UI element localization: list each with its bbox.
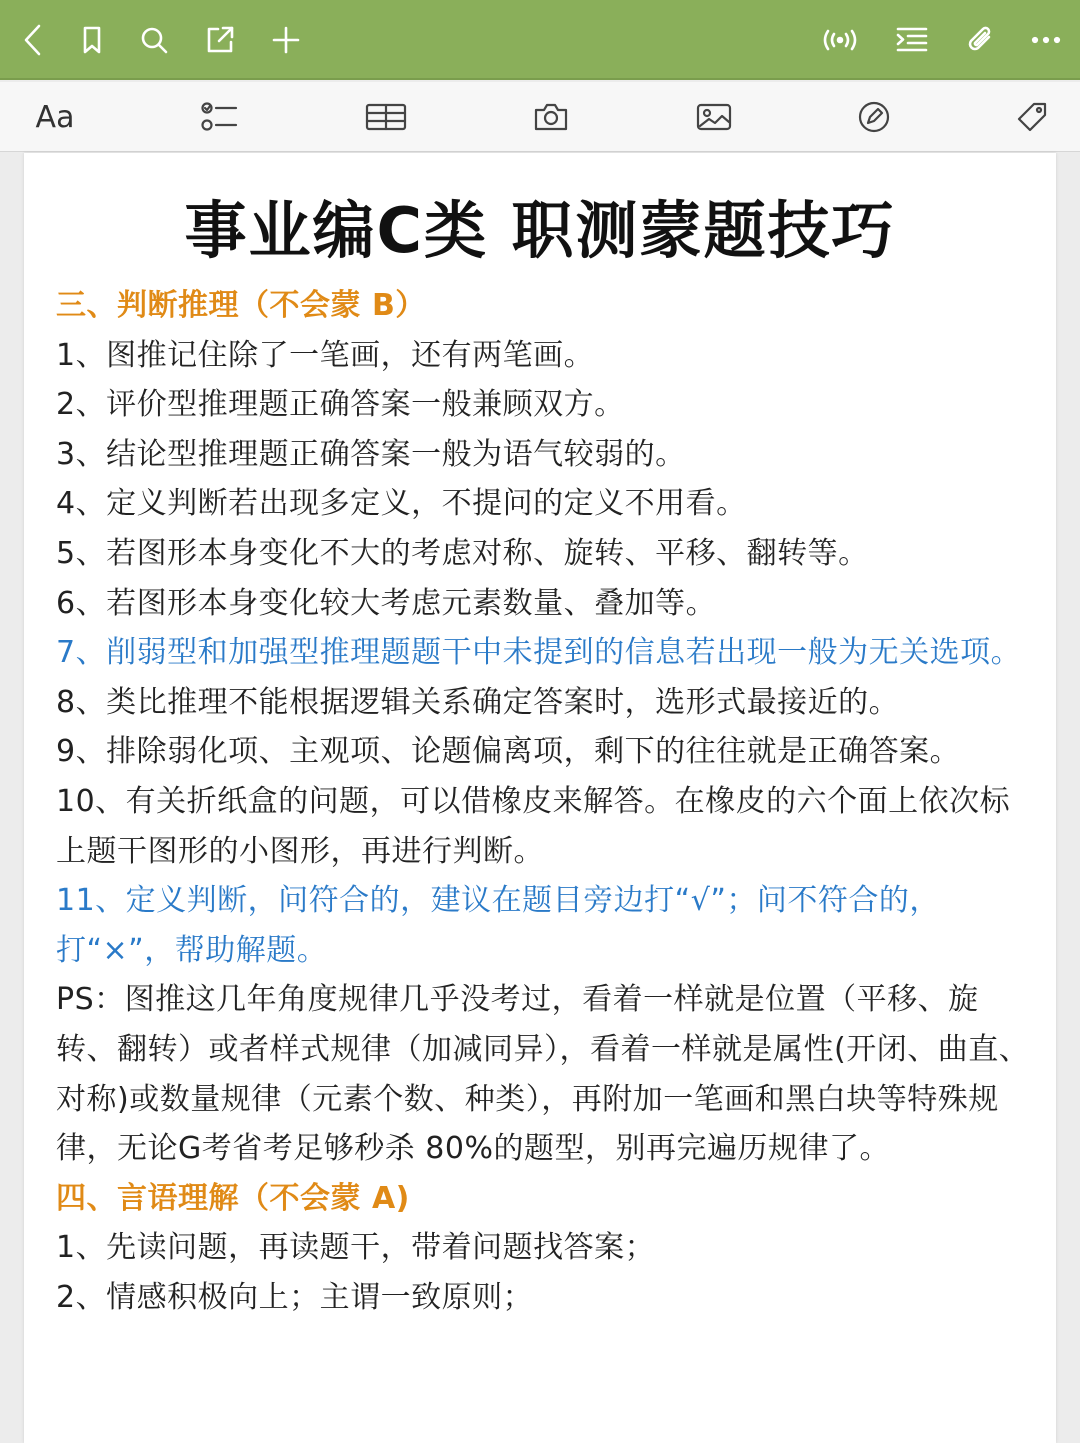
note-line: 4、定义判断若出现多定义，不提问的定义不用看。 [56,486,747,522]
note-title: 事业编C类 职测蒙题技巧 [184,194,896,267]
back-chevron-icon[interactable] [12,18,56,62]
pen-markup-icon[interactable] [844,94,904,140]
text-format-label: Aa [35,99,75,135]
table-icon[interactable] [356,94,416,140]
more-icon[interactable] [1024,18,1068,62]
note-line: 10、有关折纸盒的问题，可以借橡皮来解答。在橡皮的六个面上依次标上题干图形的小图形，再进行判断。 [56,783,1011,869]
audio-broadcast-icon[interactable] [818,18,862,62]
paperclip-icon[interactable] [958,18,1002,62]
outline-list-icon[interactable] [890,18,934,62]
note-body[interactable] [56,281,1036,1322]
note-line: 1、先读问题，再读题干，带着问题找答案； [56,1230,656,1266]
section-heading: 三、判断推理（不会蒙 B） [56,288,426,323]
bookmark-icon[interactable] [70,18,114,62]
note-line: 2、评价型推理题正确答案一般兼顾双方。 [56,387,625,423]
search-icon[interactable] [132,18,176,62]
note-line: 9、排除弱化项、主观项、论题偏离项，剩下的往往就是正确答案。 [56,734,961,770]
note-line: 7、削弱型和加强型推理题题干中未提到的信息若出现一般为无关选项。 [56,635,1022,671]
text-format-button[interactable] [25,94,85,140]
tag-icon[interactable] [1002,94,1062,140]
note-line: 5、若图形本身变化不大的考虑对称、旋转、平移、翻转等。 [56,535,869,571]
note-line: 8、类比推理不能根据逻辑关系确定答案时，选形式最接近的。 [56,684,900,720]
note-line: 2、情感积极向上；主谓一致原则； [56,1279,534,1315]
section-heading: 四、言语理解（不会蒙 A) [56,1180,410,1216]
formatting-toolbar [0,82,1080,152]
camera-icon[interactable] [521,94,581,140]
note-line: 3、结论型推理题正确答案一般为语气较弱的。 [56,436,686,472]
share-edit-icon[interactable] [198,18,242,62]
note-page[interactable] [24,153,1056,1443]
note-line: 6、若图形本身变化较大考虑元素数量、叠加等。 [56,585,717,621]
note-line: 1、图推记住除了一笔画，还有两笔画。 [56,337,595,373]
top-navigation-bar [0,0,1080,80]
checklist-icon[interactable] [190,94,250,140]
add-icon[interactable] [264,18,308,62]
note-line: 11、定义判断，问符合的，建议在题目旁边打“√”；问不符合的，打“×”，帮助解题。 [56,883,940,968]
photo-icon[interactable] [684,94,744,140]
note-line: PS：图推这几年角度规律几乎没考过，看着一样就是位置（平移、旋转、翻转）或者样式规律（加减同异），看着一样就是属性(开闭、曲直、对称)或数量规律（元素个数、种类），再附加一笔画和黑白块等特殊规律，无论G考省考足够秒杀 80%的题型，别再完遍历规律了。 [56,982,1030,1167]
